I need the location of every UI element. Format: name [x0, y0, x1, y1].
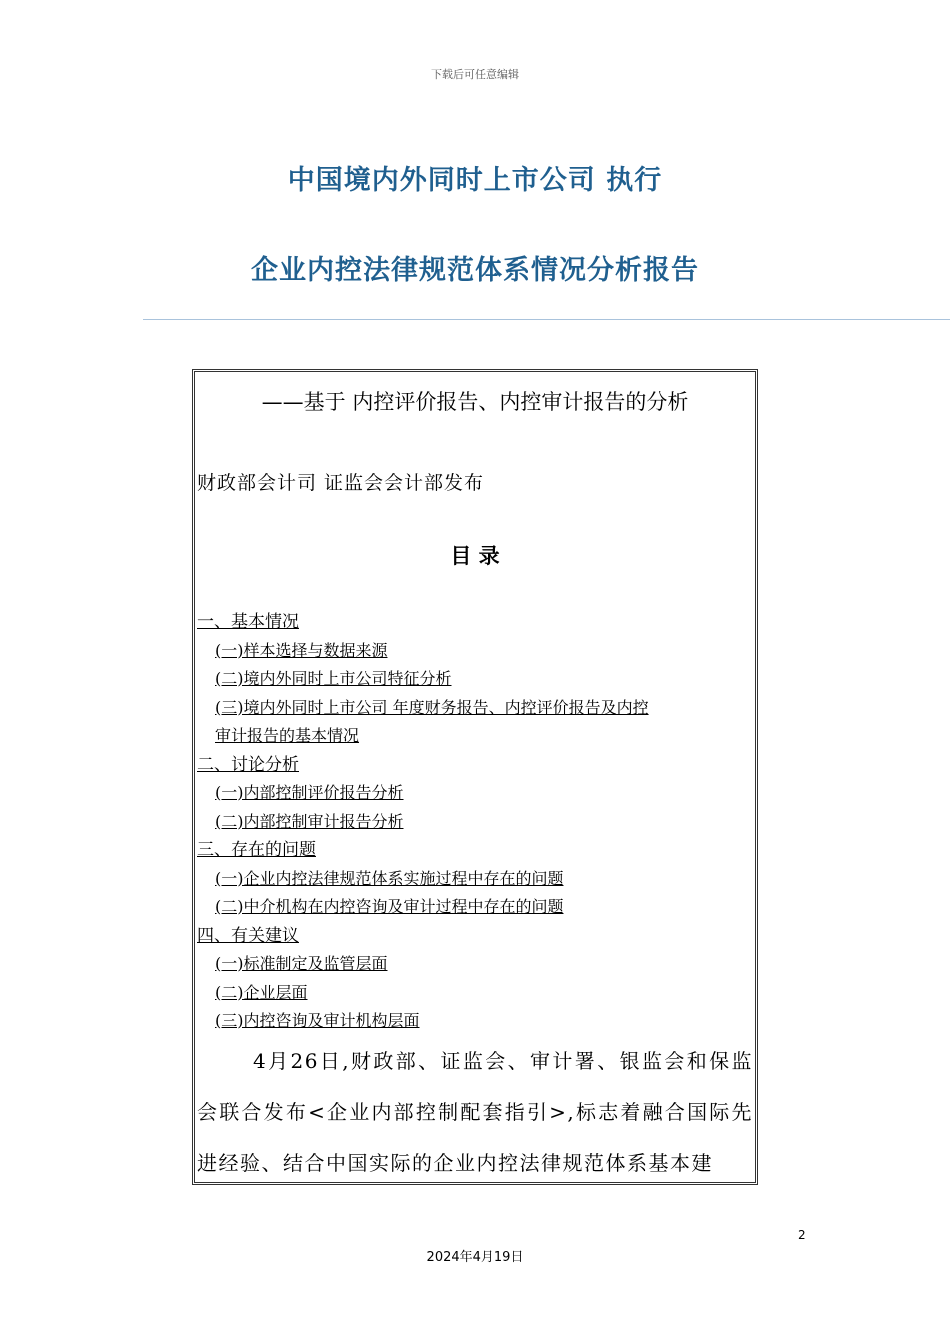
toc-entry-label[interactable]: (一)标准制定及监管层面: [215, 954, 388, 973]
header-note: 下载后可任意编辑: [431, 68, 519, 81]
toc-entry-label[interactable]: 审计报告的基本情况: [215, 726, 360, 745]
report-subtitle: ——基于 内控评价报告、内控审计报告的分析: [261, 390, 689, 414]
toc-entry[interactable]: [197, 922, 753, 951]
document-title-line-2: 企业内控法律规范体系情况分析报告: [251, 255, 699, 286]
toc-entry-label[interactable]: (二)内部控制审计报告分析: [215, 811, 404, 831]
toc-entry[interactable]: [197, 836, 753, 865]
footer-date: 2024年4月19日: [426, 1250, 524, 1265]
toc-entry-label[interactable]: (三)境内外同时上市公司 年度财务报告、内控评价报告及内控: [215, 697, 649, 717]
toc-entry[interactable]: [197, 722, 753, 751]
toc-entry-label[interactable]: 四、有关建议: [197, 925, 299, 946]
toc-entry[interactable]: [197, 779, 753, 808]
toc-entry[interactable]: [197, 893, 753, 922]
toc-entry[interactable]: [197, 865, 753, 894]
toc-entry[interactable]: [197, 694, 753, 723]
toc-heading: 目 录: [450, 544, 500, 568]
page-number: 2: [798, 1228, 806, 1242]
toc-entry-label[interactable]: (一)企业内控法律规范体系实施过程中存在的问题: [215, 868, 564, 888]
toc-entry-label[interactable]: 三、存在的问题: [197, 840, 316, 860]
toc-entry[interactable]: [197, 979, 753, 1008]
body-paragraph: 4月26日,财政部、证监会、审计署、银监会和保监会联合发布<企业内部控制配套指引>,标志着融合国际先进经验、结合中国实际的企业内控法律规范体系基本建: [197, 1049, 753, 1175]
toc-entry[interactable]: [197, 1007, 753, 1036]
toc-entry[interactable]: [197, 950, 753, 979]
toc-entry-label[interactable]: (二)境内外同时上市公司特征分析: [215, 669, 452, 688]
title-divider: [143, 319, 950, 320]
toc-entry-label[interactable]: 二、讨论分析: [197, 754, 299, 775]
toc-entry-label[interactable]: (三)内控咨询及审计机构层面: [215, 1011, 420, 1030]
toc-entry-label[interactable]: (二)企业层面: [215, 982, 308, 1002]
content-box: [192, 369, 758, 1185]
table-of-contents: [197, 608, 753, 1036]
toc-entry[interactable]: [197, 751, 753, 780]
document-title-line-1: 中国境内外同时上市公司 执行: [287, 165, 663, 196]
toc-entry-label[interactable]: 一、基本情况: [197, 612, 299, 632]
toc-entry-label[interactable]: (一)内部控制评价报告分析: [215, 783, 404, 802]
toc-entry[interactable]: [197, 808, 753, 837]
toc-entry[interactable]: [197, 637, 753, 666]
toc-entry-label[interactable]: (一)样本选择与数据来源: [215, 640, 388, 660]
toc-entry[interactable]: [197, 608, 753, 637]
toc-entry[interactable]: [197, 665, 753, 694]
publisher-line: 财政部会计司 证监会会计部发布: [197, 472, 485, 494]
toc-entry-label[interactable]: (二)中介机构在内控咨询及审计过程中存在的问题: [215, 897, 564, 916]
